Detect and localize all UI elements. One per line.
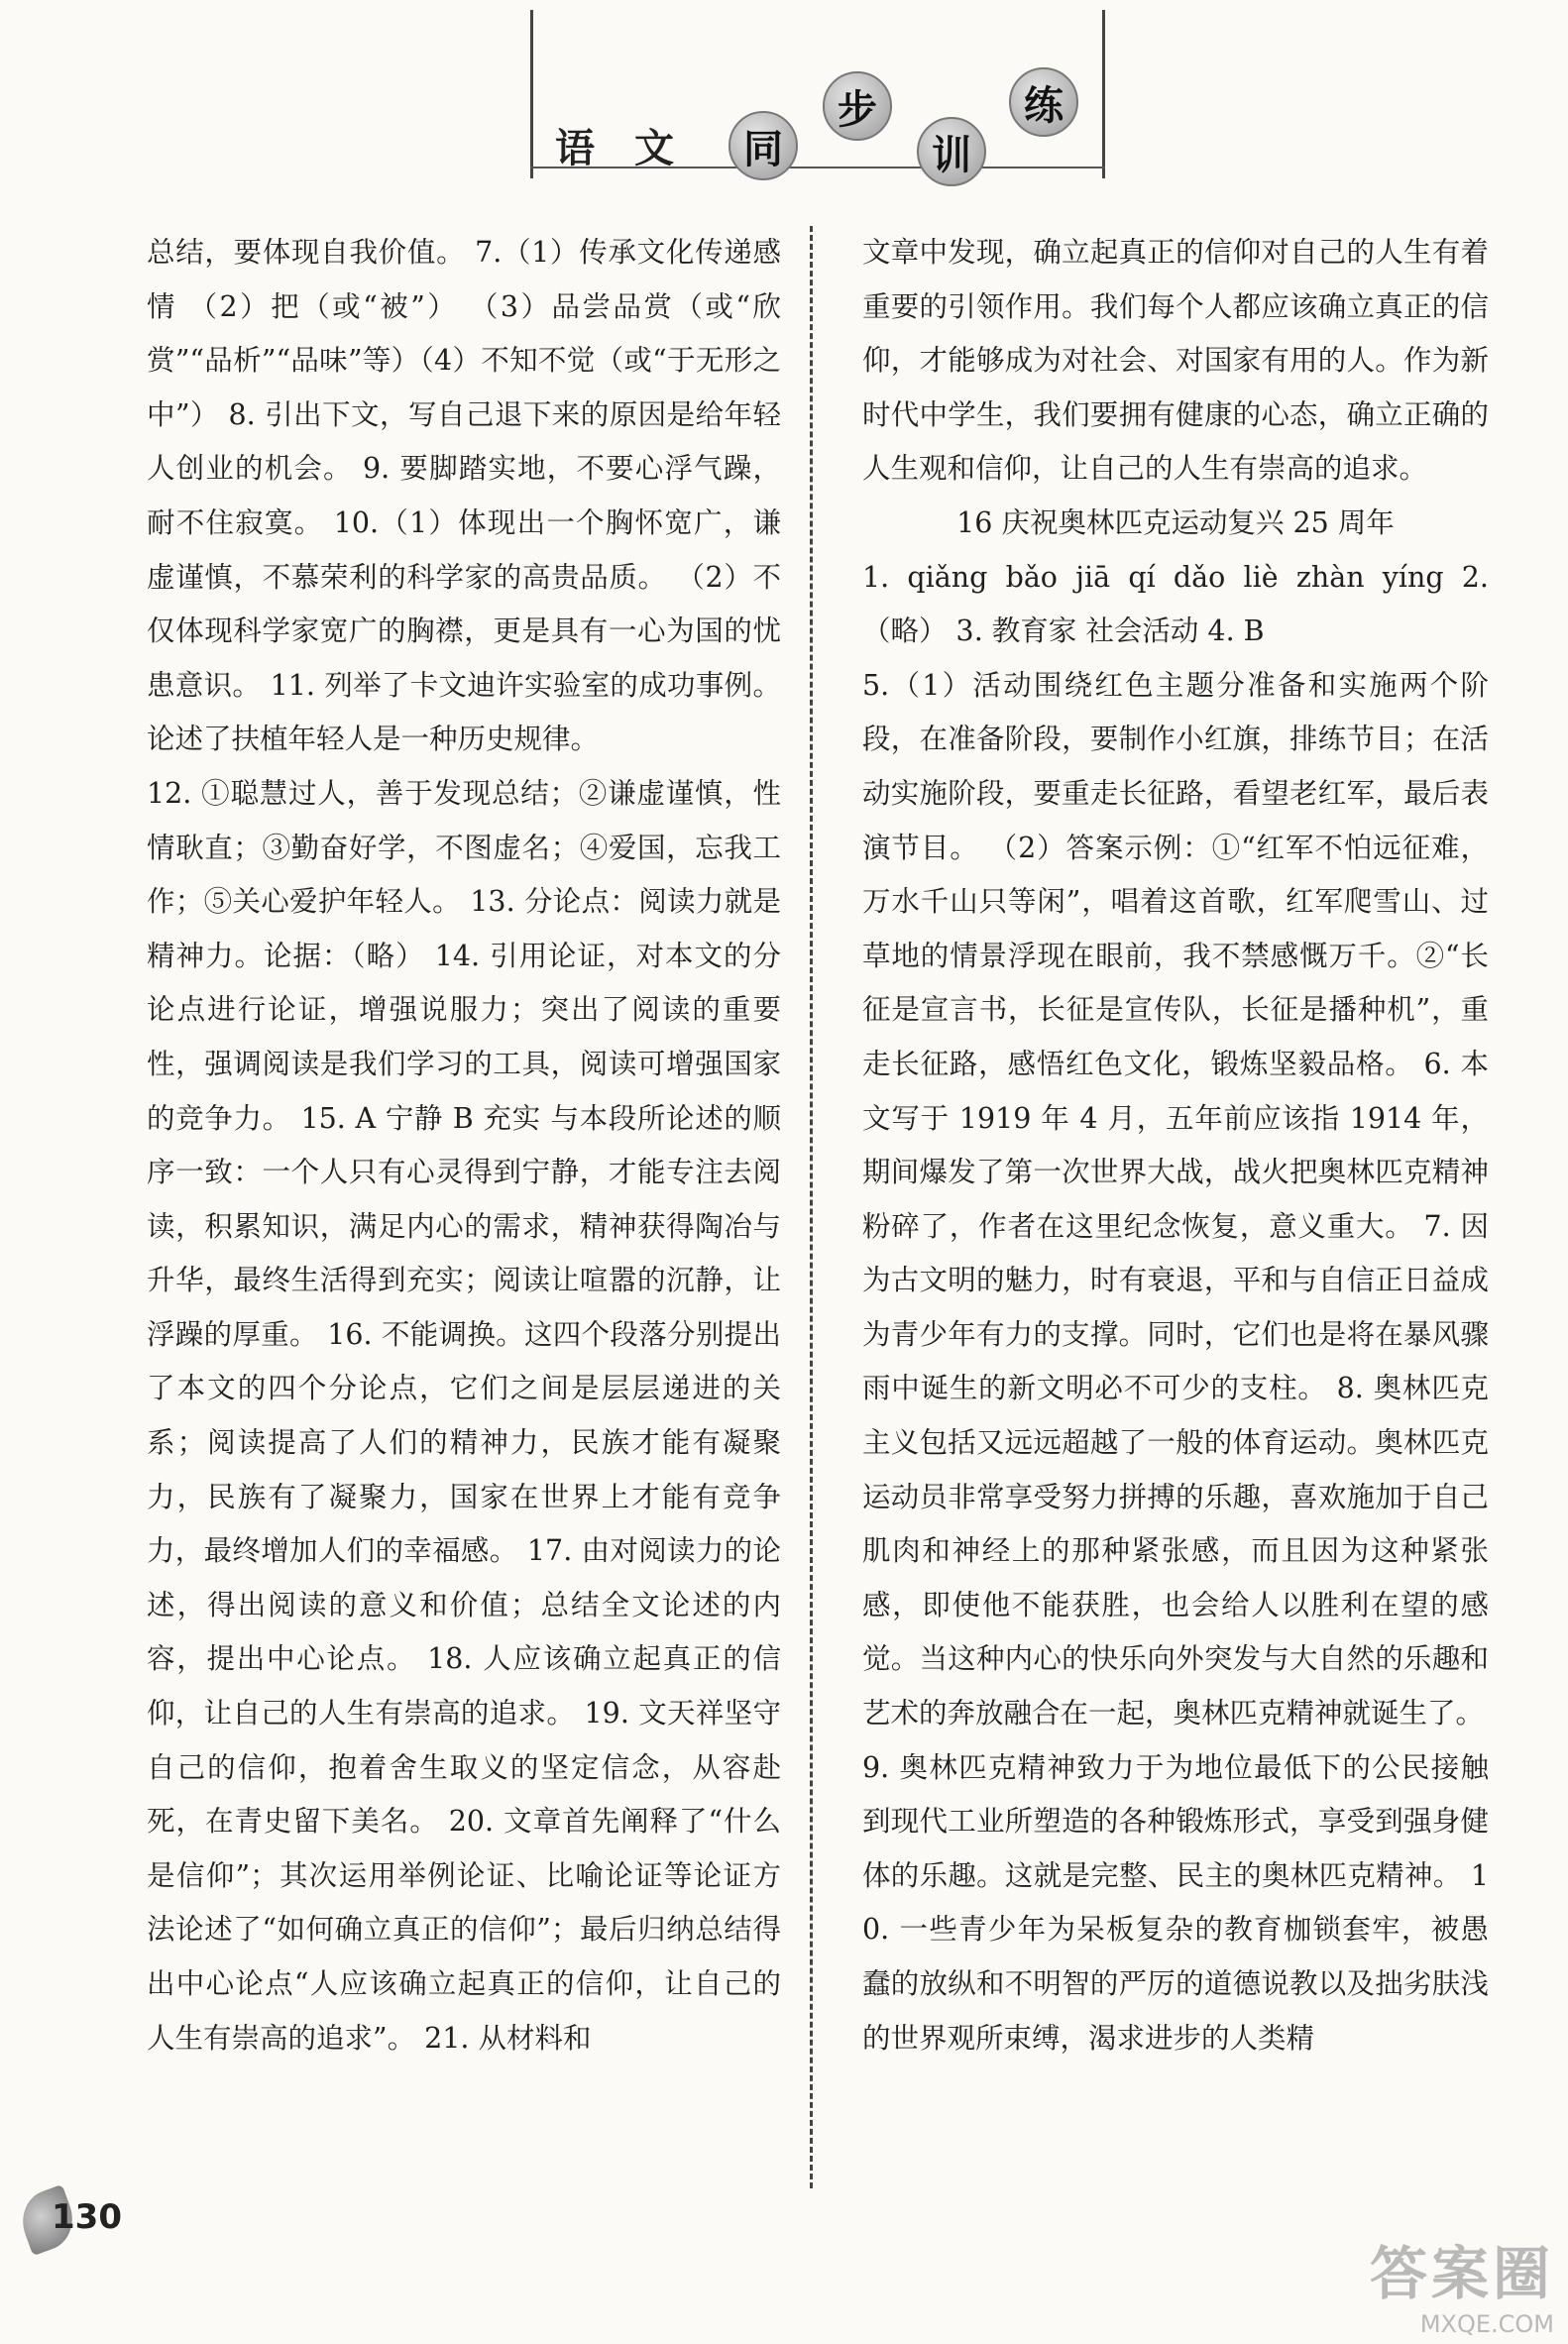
header-rule-right xyxy=(1102,10,1105,178)
page-number-text: 130 xyxy=(52,2197,122,2237)
watermark-logo: 答案圈 xyxy=(1369,2240,1554,2307)
page-header xyxy=(0,0,1568,208)
badge-xun: 训 xyxy=(917,117,986,186)
right-intro: 文章中发现，确立起真正的信仰对自己的人生有着重要的引领作用。我们每个人都应该确立真正的信仰，才能够成为对社会、对国家有用的人。作为新时代中学生，我们要拥有健康的心态，确立正确的人生观和信仰，让自己的人生有崇高的追求。 xyxy=(862,236,1489,486)
subject-char-2: 文 xyxy=(634,126,674,171)
header-rule-left xyxy=(530,10,533,178)
column-divider xyxy=(810,226,813,2188)
right-paragraph-3: 9. 奥林匹克精神致力于为地位最低下的公民接触到现代工业所塑造的各种锻炼形式，享受到强身健体的乐趣。这就是完整、民主的奥林匹克精神。 10. 一些青少年为呆板复杂的教育枷锁套牢，被愚蠢的放纵和不明智的严厉的道德说教以及拙劣肤浅的世界观所束缚，渴求进步的人类精 xyxy=(862,1750,1489,2055)
left-paragraph-2: 12. ①聪慧过人，善于发现总结；②谦虚谨慎，性情耿直；③勤奋好学，不图虚名；④爱国，忘我工作；⑤关心爱护年轻人。 13. 分论点：阅读力就是精神力。论据：（略） 14. 引用论证，对本文的分论点进行论证，增强说服力；突出了阅读的重要性，强调阅读是我们学习的工具，阅读可增强国家的竞争力。 15. A 宁静 B 充实 与本段所论述的顺序一致：一个人只有心灵得到宁静，才能专注去阅读，积累知识，满足内心的需求，精神获得陶冶与升华，最终生活得到充实；阅读让喧嚣的沉静，让浮躁的厚重。 16. 不能调换。这四个段落分别提出了本文的四个分论点，它们之间是层层递进的关系；阅读提高了人们的精神力，民族才能有凝聚力，民族有了凝聚力，国家在世界上才能有竞争力，最终增加人们的幸福感。 17. 由对阅读力的论述，得出阅读的意义和价值；总结全文论述的内容，提出中心论点。 18. 人应该确立起真正的信仰，让自己的人生有崇高的追求。 19. 文天祥坚守自己的信仰，抱着舍生取义的坚定信念，从容赴死，在青史留下美名。 20. 文章首先阐释了“什么是信仰”；其次运用举例论证、比喻论证等论证方法论述了“如何确立真正的信仰”；最后归纳总结得出中心论点“人应该确立起真正的信仰，让自己的人生有崇高的追求”。 21. 从材料和 xyxy=(147,776,781,2055)
left-column xyxy=(147,226,781,2065)
left-paragraph-1: 总结，要体现自我价值。 7.（1）传承文化传递感情 （2）把（或“被”） （3）品尝品赏（或“欣赏”“品析”“品味”等）（4）不知不觉（或“于无形之中”） 8. 引出下文，写自己退下来的原因是给年轻人创业的机会。 9. 要脚踏实地，不要心浮气躁，耐不住寂寞。 10.（1）体现出一个胸怀宽广，谦虚谨慎，不慕荣利的科学家的高贵品质。 （2）不仅体现科学家宽广的胸襟，更是具有一心为国的忧患意识。 11. 列举了卡文迪许实验室的成功事例。论述了扶植年轻人是一种历史规律。 xyxy=(147,236,781,756)
page-number xyxy=(22,2185,131,2255)
badge-lian: 练 xyxy=(1009,67,1078,137)
badge-tong: 同 xyxy=(728,111,798,180)
section-title: 16 庆祝奥林匹克运动复兴 25 周年 xyxy=(956,505,1395,539)
badge-bu: 步 xyxy=(823,71,892,141)
right-column xyxy=(862,226,1489,2065)
header-rule-bottom xyxy=(530,167,1105,168)
watermark xyxy=(1370,2227,1554,2338)
subject-char-1: 语 xyxy=(555,126,595,171)
right-paragraph-2: 5.（1）活动围绕红色主题分准备和实施两个阶段，在准备阶段，要制作小红旗，排练节目；在活动实施阶段，要重走长征路，看望老红军，最后表演节目。 （2）答案示例：①“红军不怕远征难，万水千山只等闲”，唱着这首歌，红军爬雪山、过草地的情景浮现在眼前，我不禁感慨万千。②“长征是宣言书，长征是宣传队，长征是播种机”，重走长征路，感悟红色文化，锻炼坚毅品格。 6. 本文写于 1919 年 4 月，五年前应该指 1914 年，期间爆发了第一次世界大战，战火把奥林匹克精神粉碎了，作者在这里纪念恢复，意义重大。 7. 因为古文明的魅力，时有衰退，平和与自信正日益成为青少年有力的支撑。同时，它们也是将在暴风骤雨中诞生的新文明必不可少的支柱。 8. 奥林匹克主义包括又远远超越了一般的体育运动。奥林匹克运动员非常享受努力拼搏的乐趣，喜欢施加于自己肌肉和神经上的那种紧张感，而且因为这种紧张感，即使他不能获胜，也会给人以胜利在望的感觉。当这种内心的快乐向外突发与大自然的乐趣和艺术的奔放融合在一起，奥林匹克精神就诞生了。 xyxy=(862,668,1489,1730)
right-paragraph-1: 1. qiǎng bǎo jiā qí dǎo liè zhàn yíng 2.（略） 3. 教育家 社会活动 4. B xyxy=(862,560,1489,648)
watermark-url: MXQE.COM xyxy=(1419,2310,1554,2338)
